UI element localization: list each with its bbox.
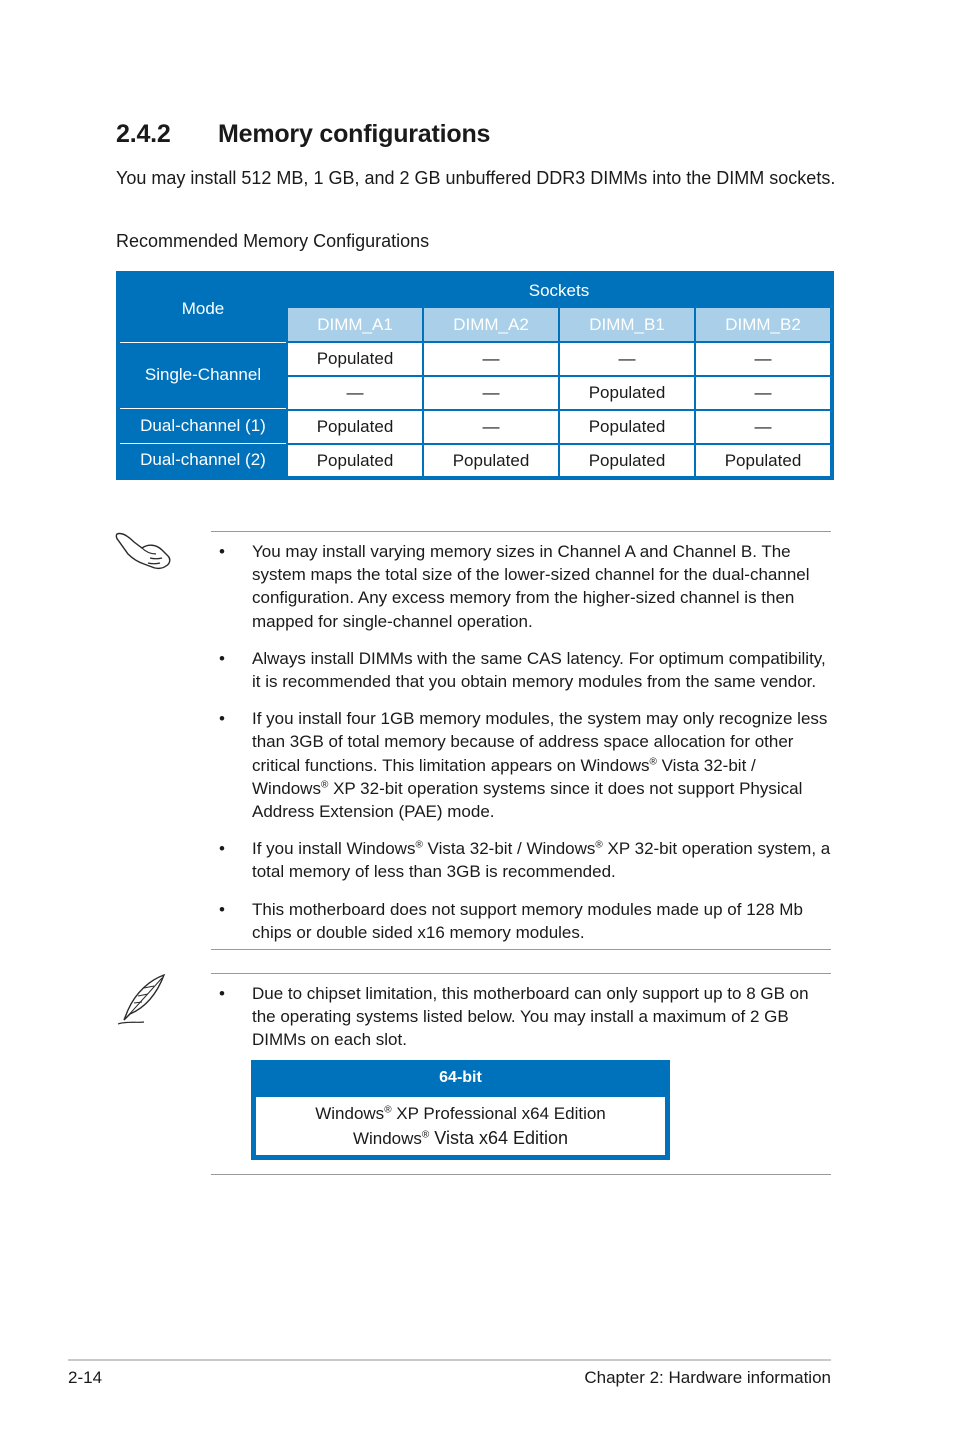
os-support-table [251, 1060, 670, 1160]
list-item [211, 647, 831, 693]
bullet-text: You may install varying memory sizes in Channel A and Channel B. The system maps the total size of the lower-sized channel for the dual-channel configuration. Any excess memory from the higher-sized channel is then mapped for single-channel operation. [252, 542, 810, 631]
slot-header: DIMM_B1 [560, 308, 694, 341]
chapter-title: Chapter 2: Hardware information [584, 1368, 831, 1387]
table-cell: Populated [288, 411, 422, 443]
slot-header: DIMM_A1 [288, 308, 422, 341]
memory-config-table [116, 271, 834, 480]
table-cell: Populated [560, 377, 694, 409]
list-item [211, 898, 831, 944]
note-bottom-divider [211, 949, 831, 950]
table-cell: — [696, 377, 830, 409]
section-title: Memory configurations [218, 120, 491, 148]
bullet: • [219, 839, 225, 859]
bullet-text: This motherboard does not support memory modules made up of 128 Mb chips or double sided x16 memory modules. [252, 899, 803, 942]
intro-paragraph: You may install 512 MB, 1 GB, and 2 GB unbuffered DDR3 DIMMs into the DIMM sockets. [116, 168, 836, 188]
table-cell: — [560, 343, 694, 375]
bullet-text: If you install Windows [252, 839, 416, 859]
slot-header: DIMM_A2 [424, 308, 558, 341]
table-cell: — [288, 377, 422, 409]
mode-label: Dual-channel (1) [140, 416, 266, 435]
mode-label: Dual-channel (2) [140, 450, 266, 469]
os-table-header: 64-bit [439, 1069, 482, 1086]
os-table-body [256, 1097, 665, 1155]
bullet: • [219, 648, 225, 668]
table-cell: Populated [560, 411, 694, 443]
note-bottom-divider [211, 1174, 831, 1175]
bullet-text: Due to chipset limitation, this motherboard can only support up to 8 GB on the operating systems listed below. You may install a maximum of 2 GB DIMMs on each slot. [252, 984, 809, 1050]
note-top-divider [211, 973, 831, 974]
table-cell: Populated [288, 343, 422, 375]
bullet: • [219, 899, 225, 919]
slot-header: DIMM_B2 [696, 308, 830, 341]
bullet: • [219, 984, 225, 1003]
table-cell: — [424, 343, 558, 375]
registered-mark: ® [649, 755, 657, 767]
mode-header: Mode [181, 298, 225, 318]
section-heading [116, 120, 490, 149]
table-cell: — [424, 411, 558, 443]
table-cell: Populated [560, 445, 694, 476]
table-caption: Recommended Memory Configurations [116, 231, 430, 251]
os-entry: Windows® XP Professional x64 Edition [315, 1104, 606, 1123]
sockets-header: Sockets [528, 281, 590, 300]
table-cell: Populated [696, 445, 830, 476]
pointing-hand-icon [114, 528, 174, 572]
note-top-divider [211, 531, 831, 532]
mode-label: Single-Channel [144, 365, 262, 384]
registered-mark: ® [384, 1104, 392, 1116]
registered-mark: ® [595, 839, 603, 851]
list-item: • If you install Windows® Vista 32-bit / Windows® XP 32-bit operation system, a total memory of less than 3GB is recommended. [219, 839, 831, 882]
section-number: 2.4.2 [116, 120, 171, 148]
note-bullet-list [211, 982, 831, 1066]
os-entry: Windows® Vista x64 Edition [352, 1128, 569, 1148]
note-bullet-list [211, 540, 831, 958]
table-cell: Populated [288, 445, 422, 476]
table-cell: — [696, 343, 830, 375]
table-cell: Populated [424, 445, 558, 476]
list-item: • If you install four 1GB memory modules, the system may only recognize less than 3GB of total memory because of address space allocation for other critical functions. This limitation appears on Windows® Vista 32-bit / Windows® XP 32-bit operation systems since it does not support Physical Address Extension (PAE) mode. [219, 709, 828, 822]
bullet: • [219, 542, 225, 561]
registered-mark: ® [421, 1129, 430, 1141]
page-number: 2-14 [68, 1368, 103, 1387]
table-cell: — [696, 411, 830, 443]
bullet-text: If you install four 1GB memory modules, the system may only recognize less than 3GB of total memory because of address space allocation for other critical functions. This limitation appears on Windows [252, 709, 828, 775]
bullet: • [219, 709, 225, 729]
bullet-text: Always install DIMMs with the same CAS latency. For optimum compatibility, it is recommended that you obtain memory modules from the same vendor. [252, 648, 826, 692]
footer-divider [68, 1359, 831, 1361]
registered-mark: ® [320, 779, 329, 791]
table-cell: — [424, 377, 558, 409]
list-item [211, 540, 831, 633]
feather-quill-icon [114, 972, 170, 1028]
registered-mark: ® [415, 839, 423, 851]
list-item [211, 982, 831, 1052]
